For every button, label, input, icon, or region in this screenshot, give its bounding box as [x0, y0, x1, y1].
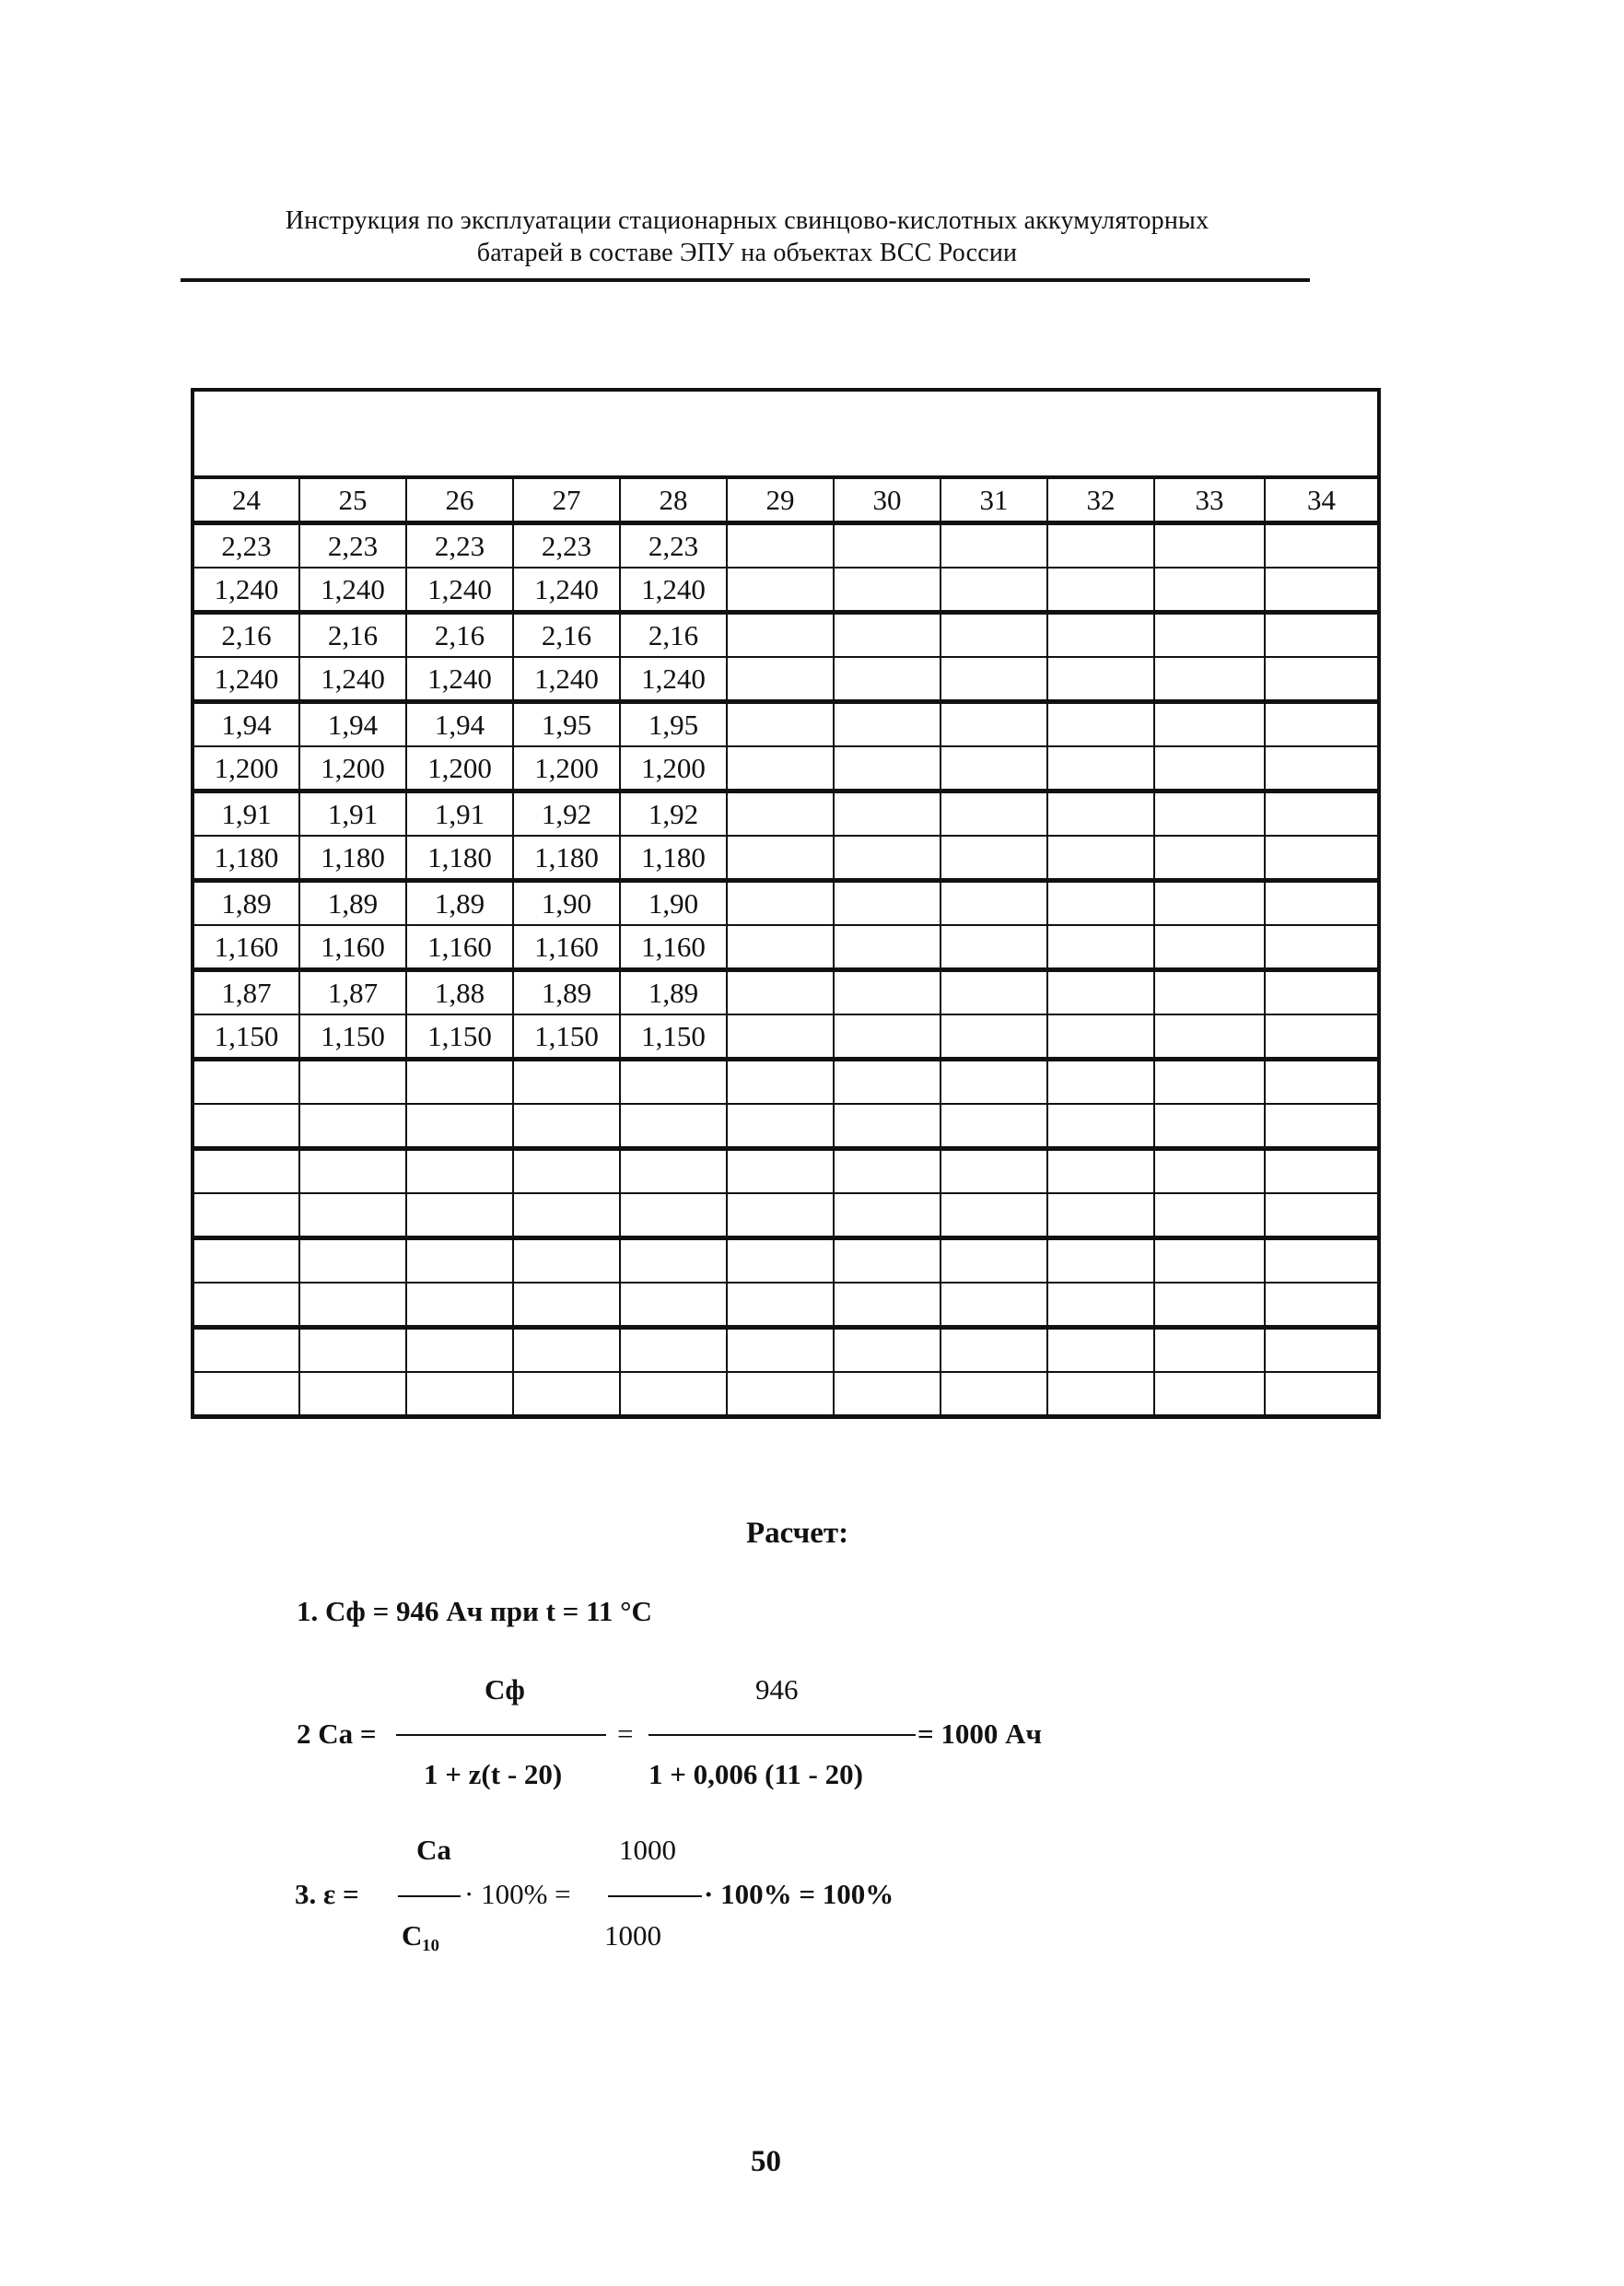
table-cell — [1047, 1328, 1154, 1373]
table-cell: 2,23 — [620, 523, 727, 569]
table-cell — [406, 1060, 513, 1105]
table-cell — [1047, 1060, 1154, 1105]
formula-3-fraction-bar-1 — [398, 1895, 461, 1897]
header-rule — [181, 278, 1310, 282]
header-line-1: Инструкция по эксплуатации стационарных свинцово-кислотных аккумуляторных — [285, 206, 1209, 235]
table-cell — [1047, 1014, 1154, 1060]
column-header: 31 — [941, 477, 1047, 523]
table-cell — [1265, 523, 1379, 569]
table-cell — [1154, 1283, 1265, 1328]
table-cell — [941, 1104, 1047, 1149]
table-cell — [727, 613, 834, 658]
table-cell — [1154, 836, 1265, 881]
table-row — [193, 702, 1379, 747]
table-cell — [620, 1060, 727, 1105]
table-cell — [941, 1372, 1047, 1417]
table-cell: 2,16 — [299, 613, 406, 658]
table-cell — [1047, 1193, 1154, 1238]
table-row — [193, 925, 1379, 970]
table-cell — [941, 1060, 1047, 1105]
table-cell — [727, 1104, 834, 1149]
table-cell: 1,150 — [513, 1014, 620, 1060]
table-cell — [1265, 746, 1379, 791]
table-cell — [1154, 657, 1265, 702]
table-cell — [941, 791, 1047, 837]
table-cell — [620, 1328, 727, 1373]
table-cell — [1154, 1104, 1265, 1149]
table-cell — [513, 1060, 620, 1105]
table-cell — [727, 881, 834, 926]
table-cell: 1,92 — [620, 791, 727, 837]
table-cell: 1,240 — [406, 568, 513, 613]
table-cell — [727, 925, 834, 970]
table-cell — [834, 568, 941, 613]
table-cell — [941, 613, 1047, 658]
table-cell: 2,23 — [406, 523, 513, 569]
formula-2-denominator-1: 1 + z(t - 20) — [424, 1758, 563, 1790]
table-row — [193, 1014, 1379, 1060]
table-cell — [834, 1060, 941, 1105]
table-cell — [299, 1238, 406, 1284]
table-cell — [1265, 1104, 1379, 1149]
table-cell — [1047, 970, 1154, 1015]
table-cell — [1265, 657, 1379, 702]
table-cell — [1154, 1060, 1265, 1105]
table-cell — [406, 1328, 513, 1373]
table-cell: 1,150 — [299, 1014, 406, 1060]
table-cell: 1,160 — [620, 925, 727, 970]
table-cell — [834, 1328, 941, 1373]
table-cell — [834, 1372, 941, 1417]
table-cell: 1,89 — [406, 881, 513, 926]
table-cell — [1265, 881, 1379, 926]
table-cell — [193, 1238, 299, 1284]
table-cell: 1,240 — [193, 568, 299, 613]
table-cell — [1154, 613, 1265, 658]
table-row — [193, 1238, 1379, 1284]
formula-3-fraction-bar-2 — [608, 1895, 702, 1897]
table-cell — [727, 1283, 834, 1328]
column-header: 29 — [727, 477, 834, 523]
formula-2-result: = 1000 Ач — [917, 1717, 1043, 1750]
table-cell — [834, 925, 941, 970]
calculation-title: Расчет: — [746, 1517, 849, 1550]
table-cell — [727, 1193, 834, 1238]
table-cell — [834, 1283, 941, 1328]
table-cell: 1,160 — [513, 925, 620, 970]
table-cell — [1154, 1328, 1265, 1373]
column-header: 33 — [1154, 477, 1265, 523]
table-cell: 1,180 — [299, 836, 406, 881]
table-cell — [834, 657, 941, 702]
table-cell — [941, 1328, 1047, 1373]
table-cell: 1,160 — [299, 925, 406, 970]
table-cell — [513, 1283, 620, 1328]
table-cell — [1265, 836, 1379, 881]
table-cell — [1265, 791, 1379, 837]
table-cell — [193, 1104, 299, 1149]
table-cell: 2,23 — [299, 523, 406, 569]
table-cell: 1,200 — [193, 746, 299, 791]
table-cell: 1,180 — [620, 836, 727, 881]
table-row — [193, 1104, 1379, 1149]
table-cell — [941, 881, 1047, 926]
table-cell — [1154, 1149, 1265, 1194]
table-cell — [193, 1193, 299, 1238]
table-cell — [299, 1193, 406, 1238]
table-cell — [1154, 1238, 1265, 1284]
table-cell — [834, 1014, 941, 1060]
table-cell — [299, 1060, 406, 1105]
table-cell: 1,89 — [620, 970, 727, 1015]
table-cell — [1047, 1283, 1154, 1328]
formula-2-fraction-bar-2 — [648, 1734, 916, 1736]
table-cell: 2,23 — [193, 523, 299, 569]
formula-2-denominator-2: 1 + 0,006 (11 - 20) — [648, 1758, 863, 1790]
table-cell — [1265, 1014, 1379, 1060]
table-cell — [1265, 1149, 1379, 1194]
table-row — [193, 568, 1379, 613]
table-cell — [1265, 925, 1379, 970]
table-row — [193, 836, 1379, 881]
table-cell: 1,200 — [620, 746, 727, 791]
table-cell — [834, 613, 941, 658]
table-cell: 1,180 — [513, 836, 620, 881]
header-line-2: батарей в составе ЭПУ на объектах ВСС России — [476, 239, 1018, 267]
formula-3-label: 3. ε = — [295, 1878, 359, 1910]
table-cell: 1,89 — [299, 881, 406, 926]
table-cell — [1265, 1060, 1379, 1105]
formula-1: 1. Cф = 946 Ач при t = 11 °С — [297, 1595, 652, 1627]
table-cell — [193, 1060, 299, 1105]
table-cell — [513, 1328, 620, 1373]
table-cell — [1265, 1283, 1379, 1328]
table-cell: 1,94 — [193, 702, 299, 747]
table-cell: 1,180 — [406, 836, 513, 881]
table-cell — [1047, 1372, 1154, 1417]
table-row — [193, 1328, 1379, 1373]
table-cell — [834, 702, 941, 747]
table-cell — [941, 1283, 1047, 1328]
table-body — [193, 390, 1379, 1417]
table-cell — [406, 1104, 513, 1149]
table-cell — [1265, 1328, 1379, 1373]
table-row — [193, 523, 1379, 569]
table-cell: 1,240 — [620, 657, 727, 702]
table-cell: 1,200 — [299, 746, 406, 791]
table-cell: 2,16 — [620, 613, 727, 658]
table-cell: 1,88 — [406, 970, 513, 1015]
table-row — [193, 1193, 1379, 1238]
table-cell — [1154, 970, 1265, 1015]
table-cell — [1265, 1238, 1379, 1284]
table-cell — [620, 1283, 727, 1328]
table-cell — [834, 1238, 941, 1284]
table-cell — [941, 702, 1047, 747]
document-header — [181, 205, 1314, 269]
table-cell: 1,240 — [620, 568, 727, 613]
table-cell: 1,200 — [513, 746, 620, 791]
table-cell — [727, 1060, 834, 1105]
table-cell — [299, 1104, 406, 1149]
table-cell — [1047, 746, 1154, 791]
formula-3-result: · 100% = 100% — [704, 1878, 894, 1910]
table-row — [193, 746, 1379, 791]
table-cell — [941, 1149, 1047, 1194]
table-cell — [299, 1372, 406, 1417]
table-cell — [1265, 702, 1379, 747]
table-cell — [727, 791, 834, 837]
table-cell — [1265, 970, 1379, 1015]
table-cell: 1,160 — [193, 925, 299, 970]
table-cell — [513, 1149, 620, 1194]
table-cell — [941, 1238, 1047, 1284]
table-row — [193, 1149, 1379, 1194]
table-cell: 1,240 — [299, 657, 406, 702]
column-header: 27 — [513, 477, 620, 523]
table-cell — [727, 523, 834, 569]
table-cell: 1,87 — [193, 970, 299, 1015]
table-row — [193, 1372, 1379, 1417]
table-cell — [834, 746, 941, 791]
table-caption-cell — [193, 390, 1379, 477]
table-cell — [1047, 702, 1154, 747]
table-cell: 2,16 — [406, 613, 513, 658]
table-cell — [193, 1372, 299, 1417]
table-cell — [834, 1104, 941, 1149]
table-cell — [193, 1149, 299, 1194]
table-cell — [834, 970, 941, 1015]
table-cell — [1154, 881, 1265, 926]
table-cell — [727, 1328, 834, 1373]
table-cell — [1047, 1104, 1154, 1149]
table-cell — [299, 1149, 406, 1194]
table-cell: 1,87 — [299, 970, 406, 1015]
table-header-row — [193, 477, 1379, 523]
table-cell — [834, 881, 941, 926]
column-header: 25 — [299, 477, 406, 523]
table-cell: 2,16 — [193, 613, 299, 658]
table-cell — [1047, 791, 1154, 837]
table-cell: 1,92 — [513, 791, 620, 837]
table-cell: 1,91 — [299, 791, 406, 837]
table-cell: 1,94 — [299, 702, 406, 747]
table-cell — [941, 568, 1047, 613]
table-cell — [513, 1372, 620, 1417]
table-cell — [727, 702, 834, 747]
table-cell: 1,89 — [193, 881, 299, 926]
table-cell — [406, 1149, 513, 1194]
table-cell — [1154, 568, 1265, 613]
page-number: 50 — [751, 2145, 781, 2178]
table-cell — [941, 925, 1047, 970]
table-cell — [941, 836, 1047, 881]
table-cell — [513, 1238, 620, 1284]
table-cell — [406, 1283, 513, 1328]
table-cell — [1047, 613, 1154, 658]
table-cell: 2,23 — [513, 523, 620, 569]
table-cell — [1047, 657, 1154, 702]
table-cell: 1,91 — [406, 791, 513, 837]
table-cell: 1,240 — [513, 657, 620, 702]
table-cell — [834, 523, 941, 569]
table-cell — [941, 657, 1047, 702]
table-cell — [1047, 881, 1154, 926]
table-cell — [1265, 613, 1379, 658]
table-cell — [941, 970, 1047, 1015]
column-header: 26 — [406, 477, 513, 523]
table-cell: 1,94 — [406, 702, 513, 747]
formula-3-numerator-1: Cа — [416, 1834, 451, 1866]
table-row — [193, 1060, 1379, 1105]
table-cell — [727, 836, 834, 881]
table-cell — [1154, 1014, 1265, 1060]
table-row — [193, 1283, 1379, 1328]
table-cell: 1,95 — [620, 702, 727, 747]
table-cell — [941, 746, 1047, 791]
column-header: 32 — [1047, 477, 1154, 523]
table-cell — [299, 1328, 406, 1373]
table-cell: 1,89 — [513, 970, 620, 1015]
table-cell — [1154, 1193, 1265, 1238]
table-cell: 1,90 — [620, 881, 727, 926]
table-row — [193, 970, 1379, 1015]
table-cell: 1,91 — [193, 791, 299, 837]
table-cell — [1154, 702, 1265, 747]
measurements-table — [191, 388, 1381, 1419]
table-cell — [1154, 746, 1265, 791]
column-header: 24 — [193, 477, 299, 523]
table-cell — [727, 568, 834, 613]
table-cell: 1,160 — [406, 925, 513, 970]
table-cell — [727, 746, 834, 791]
table-cell — [1154, 523, 1265, 569]
table-cell: 1,240 — [299, 568, 406, 613]
formula-2-fraction-bar-1 — [396, 1734, 606, 1736]
formula-2-equals: = — [617, 1717, 634, 1750]
table-cell — [834, 1149, 941, 1194]
table-cell — [727, 1149, 834, 1194]
table-cell — [193, 1283, 299, 1328]
table-cell: 1,240 — [193, 657, 299, 702]
formula-2-numerator-2: 946 — [755, 1673, 799, 1706]
table-cell: 2,16 — [513, 613, 620, 658]
table-cell: 1,180 — [193, 836, 299, 881]
table-cell: 1,200 — [406, 746, 513, 791]
table-cell — [1047, 925, 1154, 970]
table-cell — [941, 523, 1047, 569]
table-cell — [1047, 568, 1154, 613]
table-row — [193, 791, 1379, 837]
table-cell — [406, 1238, 513, 1284]
table-cell — [834, 836, 941, 881]
table-cell — [299, 1283, 406, 1328]
formula-2-numerator-1: Cф — [485, 1673, 525, 1706]
formula-3-middle: · 100% = — [464, 1878, 571, 1910]
table-cell — [1047, 1149, 1154, 1194]
table-cell — [727, 1238, 834, 1284]
table-cell — [1265, 568, 1379, 613]
formula-2-label: 2 Cа = — [297, 1717, 377, 1750]
table-cell — [1047, 836, 1154, 881]
table-cell: 1,150 — [406, 1014, 513, 1060]
table-row — [193, 613, 1379, 658]
table-cell: 1,240 — [406, 657, 513, 702]
table-cell — [834, 1193, 941, 1238]
table-cell — [1047, 523, 1154, 569]
table-cell — [941, 1193, 1047, 1238]
table-cell: 1,95 — [513, 702, 620, 747]
table-row — [193, 657, 1379, 702]
table-cell — [193, 1328, 299, 1373]
table-cell — [1265, 1372, 1379, 1417]
table-cell — [834, 791, 941, 837]
table-cell — [620, 1372, 727, 1417]
table-cell — [620, 1193, 727, 1238]
column-header: 28 — [620, 477, 727, 523]
table-cell — [727, 1372, 834, 1417]
table-cell — [727, 970, 834, 1015]
table-cell — [941, 1014, 1047, 1060]
table-cell: 1,150 — [620, 1014, 727, 1060]
table-cell — [406, 1193, 513, 1238]
table-cell — [727, 657, 834, 702]
table-cell — [513, 1104, 620, 1149]
column-header: 34 — [1265, 477, 1379, 523]
table-cell — [513, 1193, 620, 1238]
table-cell: 1,150 — [193, 1014, 299, 1060]
table-cell — [620, 1238, 727, 1284]
formula-3-denominator-2: 1000 — [604, 1919, 661, 1952]
formula-3-denominator-1: C₁₀ — [402, 1919, 439, 1952]
table-cell — [620, 1149, 727, 1194]
formula-3-numerator-2: 1000 — [619, 1834, 676, 1866]
table-row — [193, 881, 1379, 926]
table-cell — [1265, 1193, 1379, 1238]
table-cell — [727, 1014, 834, 1060]
table-caption-row — [193, 390, 1379, 477]
column-header: 30 — [834, 477, 941, 523]
table-cell — [406, 1372, 513, 1417]
table-cell — [1154, 925, 1265, 970]
table-cell: 1,240 — [513, 568, 620, 613]
table-cell: 1,90 — [513, 881, 620, 926]
table-cell — [620, 1104, 727, 1149]
table-cell — [1154, 791, 1265, 837]
table-cell — [1154, 1372, 1265, 1417]
table-cell — [1047, 1238, 1154, 1284]
